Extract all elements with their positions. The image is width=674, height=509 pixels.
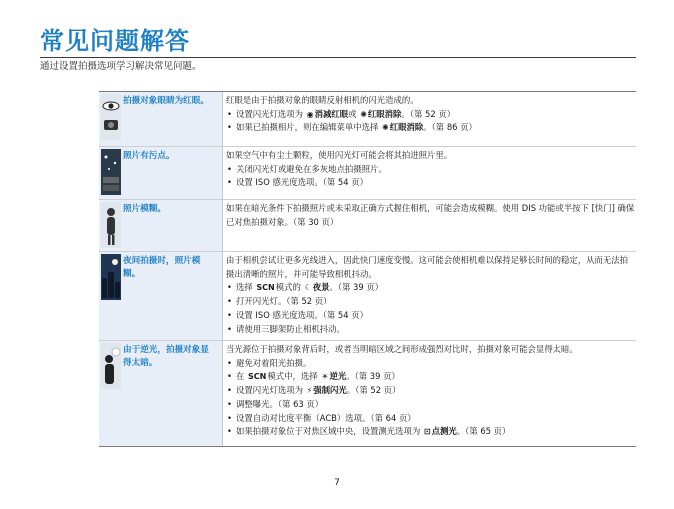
mode-glyph-icon: SCN <box>248 372 267 382</box>
option-name: 点测光 <box>431 426 457 437</box>
faq-table <box>99 91 636 447</box>
answer-cell <box>223 252 636 340</box>
answer-item <box>226 398 636 412</box>
answer-text: 。（第 86 页） <box>423 122 477 133</box>
answer-text: 打开闪光灯。（第 52 页） <box>236 296 332 307</box>
option-name: 红眼消除 <box>389 122 424 133</box>
answer-item <box>226 370 636 384</box>
question-text: 由于逆光，拍摄对象显得太暗。 <box>123 345 209 368</box>
mode-glyph-icon: ◉ <box>306 109 314 119</box>
answer-intro: 由于相机尝试让更多光线进入，因此快门速度变慢。这可能会使相机难以保持足够长时间的稳定，从而无法拍摄出清晰的照片，并可能导致相机抖动。 <box>226 255 628 279</box>
question-text: 照片有污点。 <box>123 151 175 161</box>
answer-text: 设置闪光灯选项为 <box>236 108 306 119</box>
answer-text: 或 <box>348 108 360 119</box>
night-scene-icon <box>101 254 121 300</box>
answer-text: 如果拍摄对象位于对焦区域中央，设置测光选项为 <box>236 426 423 437</box>
answer-text: 在 <box>236 371 248 382</box>
question-cell <box>99 252 223 340</box>
answer-text: 。（第 65 页） <box>456 426 511 437</box>
question-text: 夜间拍摄时，照片模糊。 <box>123 256 201 279</box>
question-cell <box>99 147 223 199</box>
faq-row <box>99 200 636 252</box>
answer-item <box>226 176 636 190</box>
option-name: 逆光 <box>329 371 347 382</box>
question-text: 拍摄对象眼睛为红眼。 <box>123 96 209 106</box>
blurry-photo-icon <box>101 202 121 248</box>
dust-spots-icon <box>101 149 121 195</box>
answer-item <box>226 384 636 398</box>
mode-glyph-icon: ⊡ <box>423 427 431 437</box>
question-text: 照片模糊。 <box>123 204 166 214</box>
title-divider <box>40 57 636 58</box>
option-name: 红眼消除 <box>367 108 402 119</box>
answer-list <box>226 357 636 439</box>
answer-text: 调整曝光。（第 63 页） <box>236 398 324 409</box>
answer-intro: 红眼是由于拍摄对象的眼睛反射相机的闪光造成的。 <box>226 95 419 105</box>
answer-list <box>226 108 636 135</box>
mode-glyph-icon: ☀ <box>321 372 329 382</box>
answer-item <box>226 108 636 122</box>
answer-text: 选择 <box>236 282 256 293</box>
answer-item <box>226 163 636 177</box>
answer-text: 模式中，选择 <box>267 371 321 382</box>
faq-row <box>99 92 636 147</box>
mode-glyph-icon: ✺ <box>360 109 367 119</box>
faq-row <box>99 147 636 200</box>
answer-cell <box>223 92 636 146</box>
question-cell <box>99 92 223 146</box>
question-cell <box>99 341 223 446</box>
red-eye-icon <box>101 94 121 140</box>
mode-glyph-icon: ✺ <box>382 123 389 133</box>
answer-text: 。（第 39 页） <box>346 371 400 382</box>
answer-text: 。（第 39 页） <box>329 282 384 293</box>
answer-list <box>226 163 636 190</box>
answer-intro: 如果空气中有尘土颗粒，使用闪光灯可能会将其拍进照片里。 <box>226 150 453 160</box>
answer-text: 。（第 52 页） <box>346 385 401 396</box>
answer-item <box>226 281 636 295</box>
answer-item <box>226 309 636 323</box>
answer-item <box>226 412 636 426</box>
answer-cell <box>223 147 636 199</box>
faq-row <box>99 341 636 447</box>
answer-item <box>226 357 636 371</box>
option-name: 强制闪光 <box>313 385 347 396</box>
answer-list <box>226 281 636 336</box>
answer-intro: 如果在暗光条件下拍摄照片或未采取正确方式握住相机，可能会造成模糊。使用 DIS 功能或半按下 [快门] 确保已对焦拍摄对象。（第 30 页） <box>226 203 635 227</box>
mode-glyph-icon: ⚡ <box>306 386 313 396</box>
page-subtitle: 通过设置拍摄选项学习解决常见问题。 <box>40 61 202 72</box>
answer-text: 设置自动对比度平衡（ACB）选项。（第 64 页） <box>236 412 416 423</box>
answer-text: 避免对着阳光拍摄。 <box>236 357 312 368</box>
answer-text: 。（第 52 页） <box>401 108 456 119</box>
option-name: 消减红眼 <box>314 108 349 119</box>
answer-text: 设置 ISO 感光度选项。（第 54 页） <box>236 309 368 320</box>
answer-text: 设置 ISO 感光度选项。（第 54 页） <box>236 177 368 188</box>
answer-text: 如果已拍摄相片，则在编辑菜单中选择 <box>236 122 382 133</box>
mode-glyph-icon: SCN <box>256 283 275 293</box>
page-title: 常见问题解答 <box>40 27 190 55</box>
answer-item <box>226 323 636 337</box>
answer-intro: 当光源位于拍摄对象背后时，或者当明暗区域之间形成强烈对比时，拍摄对象可能会显得太暗。 <box>226 344 578 354</box>
faq-row <box>99 252 636 341</box>
answer-text: 设置闪光灯选项为 <box>236 385 306 396</box>
answer-item <box>226 295 636 309</box>
answer-cell <box>223 200 636 251</box>
answer-cell <box>223 341 636 446</box>
answer-text: 请使用三脚架防止相机抖动。 <box>236 323 345 334</box>
question-cell <box>99 200 223 251</box>
answer-text: 关闭闪光灯或避免在多灰地点拍摄照片。 <box>236 163 387 174</box>
page-number: 7 <box>334 478 340 488</box>
backlight-icon <box>101 343 121 389</box>
answer-item <box>226 425 636 439</box>
answer-text: 模式的 <box>275 282 304 293</box>
option-name: 夜景 <box>312 282 330 293</box>
answer-item <box>226 121 636 135</box>
mode-glyph-icon: ☾ <box>304 283 312 293</box>
